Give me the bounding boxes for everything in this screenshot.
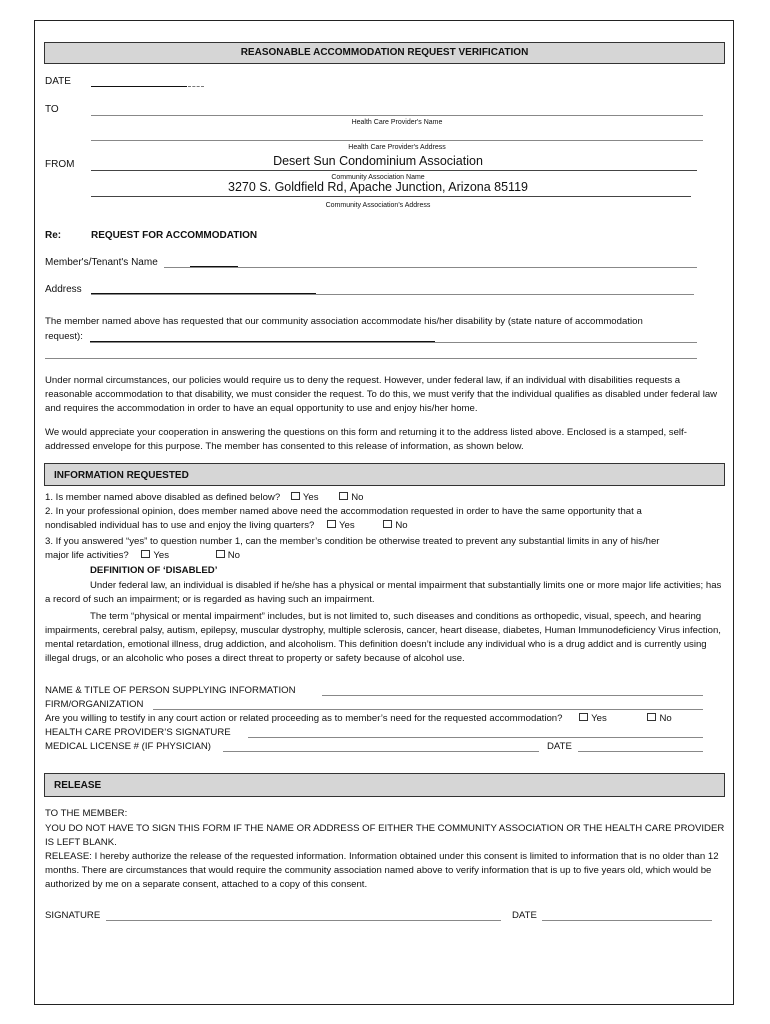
testify-yes-checkbox[interactable]	[579, 713, 588, 721]
hcp-signature-label: HEALTH CARE PROVIDER’S SIGNATURE	[45, 727, 231, 738]
q3-yes-checkbox[interactable]	[141, 550, 150, 558]
assoc-name-caption: Community Association Name	[331, 174, 425, 181]
q3-no-checkbox[interactable]	[216, 550, 225, 558]
q1-no-label: No	[351, 492, 364, 503]
accommodation-field[interactable]	[90, 342, 697, 343]
testify-yes-label: Yes	[591, 713, 607, 724]
assoc-address-field[interactable]	[91, 196, 691, 197]
definition-paragraph-2: The term “physical or mental impairment” includes, but is not limited to, such diseases and conditions as orthopedic, visual, speech, and hearing impairments, cerebral palsy, autism, epilepsy, muscular dystrophy, multiple sclerosis, cancer, heart disease, diabetes, Human Immunodeficiency Virus infection, mental retardation, emotional illness, drug addiction, and alcoholism. This definition doesn’t include any individual who is a drug addict and is currently using illegal drugs, or an alcoholic who poses a direct threat to property or safety because of alcohol use.	[45, 611, 721, 664]
question-3-text: major life activities?	[45, 550, 129, 561]
firm-label: FIRM/ORGANIZATION	[45, 699, 144, 710]
license-label: MEDICAL LICENSE # (IF PHYSICIAN)	[45, 741, 211, 752]
testify-text: Are you willing to testify in any court action or related proceeding as to member’s need for the requested accommodation?	[45, 713, 563, 724]
testify-question	[45, 713, 672, 724]
signature-label: SIGNATURE	[45, 910, 101, 921]
definition-title: DEFINITION OF ‘DISABLED’	[90, 565, 218, 576]
q2-yes-label: Yes	[339, 520, 355, 531]
q2-no-checkbox[interactable]	[383, 520, 392, 528]
accommodation-field-2[interactable]	[45, 358, 697, 359]
release-date-field[interactable]	[542, 920, 712, 921]
question-2	[45, 520, 408, 531]
q3-no-label: No	[227, 550, 240, 561]
hcp-name-field[interactable]	[91, 115, 703, 116]
member-name-field[interactable]	[164, 267, 697, 268]
question-3-line1: 3. If you answered “yes” to question number 1, can the member’s condition be otherwise treated to prevent any substantial limits in any of his/her	[45, 536, 660, 547]
to-label: TO	[45, 104, 59, 115]
release-text: RELEASE: I hereby authorize the release of the requested information. Information obtained under this consent is limited to information that is no older than 12 months. There are circumstances that would require the community association named above to verify information that is up to five years old, which would be authorized by me on a separate consent, attached to a copy of this consent.	[45, 851, 719, 890]
question-2-line1: 2. In your professional opinion, does member named above need the accommodation requested in order to have the same opportunity that a	[45, 506, 642, 517]
q2-yes-checkbox[interactable]	[327, 520, 336, 528]
supplier-date-field[interactable]	[578, 751, 703, 752]
release-to-member: TO THE MEMBER:	[45, 808, 128, 819]
testify-no-checkbox[interactable]	[647, 713, 656, 721]
intro-paragraph-1: Under normal circumstances, our policies would require us to deny the request. However, under federal law, if an individual with disabilities requests a reasonable accommodation to that disability, we must consider the request. To do this, we must verify that the individual qualifies as disabled under federal law and requires the accommodation in order to have an equal opportunity to use and enjoy his/her home.	[45, 375, 718, 414]
testify-no-label: No	[659, 713, 672, 724]
q1-yes-label: Yes	[302, 492, 319, 503]
assoc-name-field[interactable]	[91, 170, 697, 171]
date-field[interactable]	[91, 86, 187, 87]
license-field[interactable]	[223, 751, 539, 752]
release-title: RELEASE	[54, 780, 102, 791]
assoc-address-caption: Community Association's Address	[325, 202, 431, 209]
intro-paragraph-2: We would appreciate your cooperation in answering the questions on this form and returning it to the address listed above. Enclosed is a stamped, self-addressed envelope for this purpose. The member has consented to this release of information, as shown below.	[45, 427, 687, 452]
release-warning: YOU DO NOT HAVE TO SIGN THIS FORM IF THE NAME OR ADDRESS OF EITHER THE COMMUNITY ASSOCIATION OR THE HEALTH CARE PROVIDER IS LEFT BLANK.	[45, 823, 725, 848]
address-label: Address	[45, 284, 82, 295]
re-text: REQUEST FOR ACCOMMODATION	[91, 230, 258, 241]
q2-no-label: No	[395, 520, 408, 531]
form-title: REASONABLE ACCOMMODATION REQUEST VERIFICATION	[240, 47, 529, 58]
hcp-name-caption: Health Care Provider's Name	[351, 119, 443, 126]
release-section-bar	[44, 773, 725, 797]
signature-field[interactable]	[106, 920, 501, 921]
date-label: DATE	[45, 76, 71, 87]
name-title-label: NAME & TITLE OF PERSON SUPPLYING INFORMATION	[45, 685, 296, 696]
intro-line2: request):	[45, 331, 83, 342]
intro-line1: The member named above has requested that our community association accommodate his/her disability by (state nature of accommodation	[45, 316, 643, 327]
q1-yes-checkbox[interactable]	[291, 492, 300, 500]
q3-yes-label: Yes	[153, 550, 170, 561]
question-3	[45, 550, 240, 561]
assoc-name-value: Desert Sun Condominium Association	[273, 154, 483, 168]
question-1-text: 1. Is member named above disabled as defined below?	[45, 492, 281, 503]
firm-field[interactable]	[153, 709, 703, 710]
hcp-signature-field[interactable]	[248, 737, 703, 738]
address-field[interactable]	[91, 294, 694, 295]
hcp-address-field[interactable]	[91, 140, 703, 141]
hcp-address-caption: Health Care Provider's Address	[348, 144, 446, 151]
info-section-title: INFORMATION REQUESTED	[54, 470, 189, 481]
name-title-field[interactable]	[322, 695, 703, 696]
question-1	[45, 492, 363, 503]
from-label: FROM	[45, 159, 75, 170]
assoc-address-value: 3270 S. Goldfield Rd, Apache Junction, Arizona 85119	[228, 180, 528, 194]
re-label: Re:	[45, 230, 62, 241]
release-date-label: DATE	[512, 910, 537, 921]
question-2-text: nondisabled individual has to use and enjoy the living quarters?	[45, 520, 315, 531]
supplier-date-label: DATE	[547, 741, 572, 752]
member-name-label: Member's/Tenant's Name	[45, 257, 158, 268]
q1-no-checkbox[interactable]	[339, 492, 348, 500]
definition-paragraph-1: Under federal law, an individual is disabled if he/she has a physical or mental impairment that substantially limits one or more major life activities; has a record of such an impairment; or is regarded as having such an impairment.	[45, 580, 722, 605]
